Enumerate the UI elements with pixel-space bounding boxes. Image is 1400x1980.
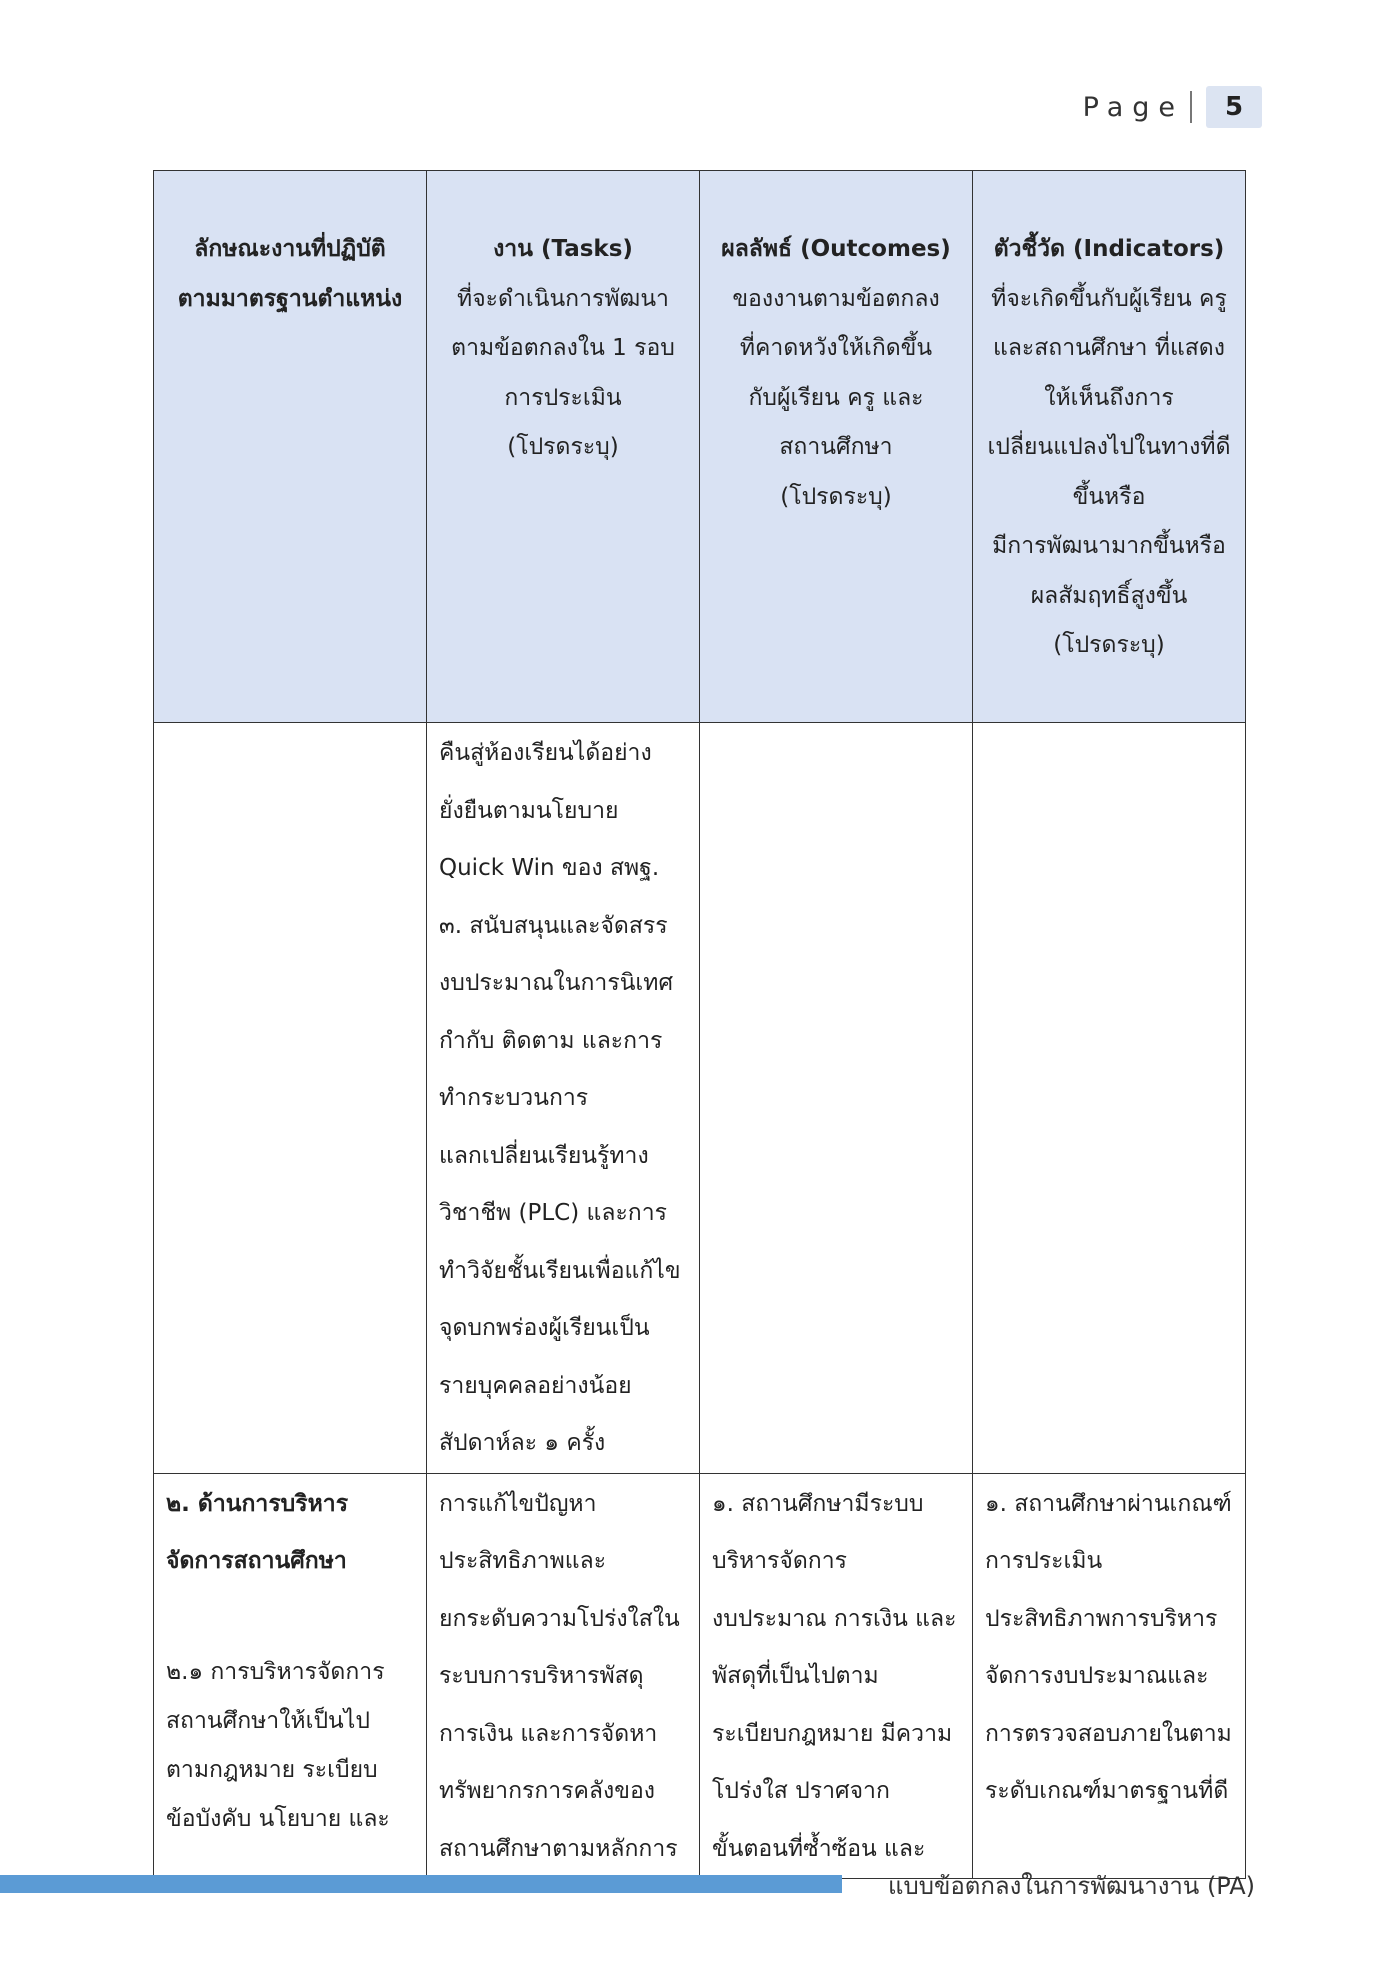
page-number: 5 — [1206, 86, 1262, 128]
text-line: ตัวชี้วัด (Indicators) — [993, 236, 1225, 262]
footer-title: แบบข้อตกลงในการพัฒนางาน (PA) — [888, 1872, 1256, 1900]
text-line: ตามมาตรฐานตำแหน่ง — [177, 285, 403, 312]
text-line: ตามกฎหมาย ระเบียบ — [166, 1756, 378, 1783]
text-line: โปร่งใส ปราศจาก — [712, 1778, 890, 1804]
text-line: แลกเปลี่ยนเรียนรู้ทาง — [439, 1142, 649, 1169]
text-line: ยั่งยืนตามนโยบาย — [439, 797, 619, 824]
text-line: คืนสู่ห้องเรียนได้อย่าง — [439, 740, 652, 766]
page-separator — [1190, 91, 1192, 123]
page-header — [1083, 86, 1262, 128]
text-line: รายบุคคลอย่างน้อย — [439, 1372, 632, 1399]
text-line: งบประมาณ การเงิน และ — [712, 1605, 957, 1632]
text-line: ของงานตามข้อตกลง — [732, 285, 940, 312]
text-line: ประสิทธิภาพการบริหาร — [985, 1605, 1218, 1632]
text-line: จัดการสถานศึกษา — [166, 1548, 347, 1574]
text-line: ลักษณะงานที่ปฏิบัติ — [194, 236, 386, 262]
text-line: ๒. ด้านการบริหาร — [166, 1490, 349, 1517]
row1-outcomes-cell — [700, 723, 973, 1474]
page-label: Page — [1082, 91, 1184, 123]
text-line: การแก้ไขปัญหา — [439, 1490, 597, 1517]
header-job-standard — [154, 171, 427, 723]
text-line: เปลี่ยนแปลงไปในทางที่ดี — [987, 434, 1231, 460]
text-line: ที่จะเกิดขึ้นกับผู้เรียน ครู — [991, 285, 1227, 312]
text-line: ทรัพยากรการคลังของ — [439, 1778, 656, 1804]
text-line: มีการพัฒนามากขึ้นหรือ — [992, 533, 1226, 559]
text-line: ที่คาดหวังให้เกิดขึ้น — [739, 335, 933, 361]
pa-agreement-table — [153, 170, 1246, 1879]
header-indicators — [973, 171, 1246, 723]
text-line: การประเมิน — [985, 1548, 1103, 1574]
text-line: สถานศึกษาให้เป็นไป — [166, 1707, 370, 1734]
text-line: ผลสัมฤทธิ์สูงขึ้น — [1030, 582, 1188, 609]
footer-accent-bar — [0, 1875, 842, 1893]
row1-tasks-cell — [427, 723, 700, 1474]
row2-job-standard-cell — [154, 1473, 427, 1879]
text-line: ๑. สถานศึกษามีระบบ — [712, 1490, 924, 1517]
text-line: Quick Win ของ สพฐ. — [439, 855, 660, 881]
table-row — [154, 723, 1246, 1474]
text-line: ประสิทธิภาพและ — [439, 1548, 607, 1574]
text-line: ระดับเกณฑ์มาตรฐานที่ดี — [985, 1778, 1229, 1804]
row1-job-standard-cell — [154, 723, 427, 1474]
table-row — [154, 1473, 1246, 1879]
text-line: กำกับ ติดตาม และการ — [439, 1027, 663, 1054]
text-line: พัสดุที่เป็นไปตาม — [712, 1663, 879, 1689]
text-line: (โปรดระบุ) — [1053, 632, 1165, 658]
text-line: ทำวิจัยชั้นเรียนเพื่อแก้ไข — [439, 1257, 681, 1284]
text-line: ผลลัพธ์ (Outcomes) — [721, 236, 951, 262]
text-line: จุดบกพร่องผู้เรียนเป็น — [439, 1315, 650, 1341]
text-line: สัปดาห์ละ ๑ ครั้ง — [439, 1430, 606, 1456]
text-line: บริหารจัดการ — [712, 1548, 847, 1574]
text-line: ระบบการบริหารพัสดุ — [439, 1663, 644, 1689]
text-line: กับผู้เรียน ครู และ — [748, 384, 924, 411]
text-line: ตามข้อตกลงใน 1 รอบ — [451, 335, 675, 361]
text-line: ที่จะดำเนินการพัฒนา — [457, 285, 669, 312]
text-line: ๑. สถานศึกษาผ่านเกณฑ์ — [985, 1490, 1232, 1517]
text-line: งบประมาณในการนิเทศ — [439, 970, 674, 996]
text-line: สถานศึกษาตามหลักการ — [439, 1835, 678, 1862]
row2-indicators-cell — [973, 1473, 1246, 1879]
text-line: ระเบียบกฎหมาย มีความ — [712, 1720, 953, 1747]
text-line: (โปรดระบุ) — [507, 434, 619, 460]
table-header-row — [154, 171, 1246, 723]
row2-outcomes-cell — [700, 1473, 973, 1879]
header-outcomes — [700, 171, 973, 723]
text-line: จัดการงบประมาณและ — [985, 1663, 1209, 1689]
text-line: ๓. สนับสนุนและจัดสรร — [439, 912, 668, 939]
text-line: ๒.๑ การบริหารจัดการ — [166, 1658, 385, 1685]
text-line: ยกระดับความโปร่งใสใน — [439, 1605, 680, 1632]
text-line: การเงิน และการจัดหา — [439, 1720, 658, 1747]
text-line: ขั้นตอนที่ซ้ำซ้อน และ — [712, 1835, 926, 1862]
text-line: (โปรดระบุ) — [780, 483, 892, 510]
text-line: วิชาชีพ (PLC) และการ — [439, 1200, 667, 1226]
text-line: ข้อบังคับ นโยบาย และ — [166, 1805, 390, 1832]
text-line: ทำกระบวนการ — [439, 1085, 589, 1111]
text-line: และสถานศึกษา ที่แสดง — [993, 335, 1225, 361]
row2-tasks-cell — [427, 1473, 700, 1879]
text-line: การประเมิน — [504, 384, 622, 411]
text-line: งาน (Tasks) — [493, 236, 633, 262]
text-line: ขึ้นหรือ — [1072, 483, 1146, 510]
text-line: การตรวจสอบภายในตาม — [985, 1720, 1232, 1747]
text-line: สถานศึกษา — [779, 434, 893, 460]
header-tasks — [427, 171, 700, 723]
text-line: ให้เห็นถึงการ — [1044, 384, 1174, 411]
row1-indicators-cell — [973, 723, 1246, 1474]
